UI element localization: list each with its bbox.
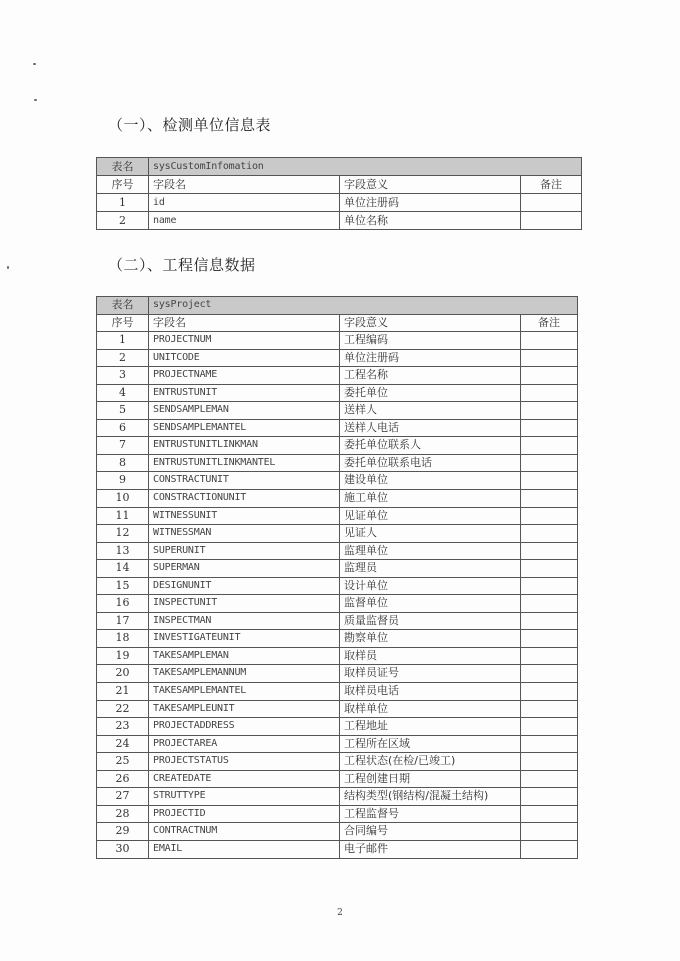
row-seq-cell: 2 [97,349,149,367]
table-row [97,753,578,771]
row-note-cell [521,507,578,525]
row-note-cell [521,612,578,630]
table-row [97,384,578,402]
row-note-cell [521,560,578,578]
row-note-cell [521,770,578,788]
table-body [97,332,578,858]
row-seq-cell: 18 [97,630,149,648]
row-meaning-cell: 取样员电话 [340,683,521,701]
row-field-cell: SUPERMAN [149,560,340,578]
row-meaning-cell: 工程监督号 [340,805,521,823]
row-note-cell [521,194,582,212]
row-seq-cell: 11 [97,507,149,525]
row-field-cell: PROJECTNUM [149,332,340,350]
unit-info-table [96,157,582,230]
row-field-cell: CONSTRACTIONUNIT [149,490,340,508]
row-note-cell [521,437,578,455]
row-field-cell: INSPECTMAN [149,612,340,630]
row-field-cell: PROJECTAREA [149,735,340,753]
row-field-cell: TAKESAMPLEMANTEL [149,683,340,701]
row-seq-cell: 5 [97,402,149,420]
row-seq-cell: 30 [97,840,149,858]
header-meaning: 字段意义 [340,176,521,194]
row-field-cell: TAKESAMPLEMANNUM [149,665,340,683]
row-seq-cell: 8 [97,454,149,472]
header-seq: 序号 [97,314,149,332]
row-seq-cell: 6 [97,419,149,437]
row-seq-cell: 23 [97,718,149,736]
row-seq-cell: 28 [97,805,149,823]
row-seq-cell: 3 [97,367,149,385]
table-name-cell: sysProject [149,297,578,315]
row-note-cell [521,718,578,736]
row-meaning-cell: 工程地址 [340,718,521,736]
header-note: 备注 [521,176,582,194]
row-seq-cell: 9 [97,472,149,490]
row-seq-cell: 16 [97,595,149,613]
table-row [97,349,578,367]
table-row [97,577,578,595]
row-note-cell [521,454,578,472]
row-meaning-cell: 工程创建日期 [340,770,521,788]
row-seq-cell: 20 [97,665,149,683]
table-row [97,700,578,718]
table-body [97,194,582,230]
row-meaning-cell: 工程名称 [340,367,521,385]
table-row [97,490,578,508]
row-note-cell [521,349,578,367]
row-meaning-cell: 见证单位 [340,507,521,525]
row-meaning-cell: 监督单位 [340,595,521,613]
row-note-cell [521,419,578,437]
row-note-cell [521,630,578,648]
row-meaning-cell: 见证人 [340,525,521,543]
row-seq-cell: 26 [97,770,149,788]
row-meaning-cell: 质量监督员 [340,612,521,630]
row-note-cell [521,683,578,701]
row-note-cell [521,384,578,402]
row-seq-cell: 1 [97,332,149,350]
row-meaning-cell: 送样人电话 [340,419,521,437]
row-meaning-cell: 取样单位 [340,700,521,718]
table-label-cell: 表名 [97,158,149,176]
table-row [97,367,578,385]
table-name-row [97,297,578,315]
row-meaning-cell: 取样员证号 [340,665,521,683]
row-meaning-cell: 合同编号 [340,823,521,841]
table-row [97,437,578,455]
table-header-row [97,176,582,194]
row-field-cell: id [149,194,340,212]
row-note-cell [521,577,578,595]
row-seq-cell: 21 [97,683,149,701]
row-field-cell: name [149,212,340,230]
row-meaning-cell: 单位注册码 [340,194,521,212]
row-meaning-cell: 工程所在区域 [340,735,521,753]
row-seq-cell: 15 [97,577,149,595]
project-info-table [96,296,578,859]
row-meaning-cell: 结构类型(钢结构/混凝土结构) [340,788,521,806]
row-field-cell: EMAIL [149,840,340,858]
row-meaning-cell: 建设单位 [340,472,521,490]
table-row [97,770,578,788]
header-field: 字段名 [149,314,340,332]
header-field: 字段名 [149,176,340,194]
row-note-cell [521,472,578,490]
table-row [97,805,578,823]
row-meaning-cell: 取样员 [340,647,521,665]
row-seq-cell: 4 [97,384,149,402]
row-field-cell: CONSTRACTUNIT [149,472,340,490]
row-seq-cell: 12 [97,525,149,543]
table-row [97,525,578,543]
table-row [97,647,578,665]
section-heading: （二）、工程信息数据 [108,256,256,274]
table-row [97,735,578,753]
row-field-cell: TAKESAMPLEUNIT [149,700,340,718]
table-row [97,507,578,525]
row-seq-cell: 14 [97,560,149,578]
row-meaning-cell: 电子邮件 [340,840,521,858]
row-seq-cell: 29 [97,823,149,841]
row-meaning-cell: 工程编码 [340,332,521,350]
row-meaning-cell: 工程状态(在检/已竣工) [340,753,521,771]
table-row [97,472,578,490]
row-field-cell: PROJECTSTATUS [149,753,340,771]
row-note-cell [521,367,578,385]
row-seq-cell: 17 [97,612,149,630]
table-row [97,683,578,701]
row-meaning-cell: 单位注册码 [340,349,521,367]
header-seq: 序号 [97,176,149,194]
table-row [97,823,578,841]
table-row [97,542,578,560]
row-note-cell [521,700,578,718]
row-seq-cell: 2 [97,212,149,230]
table-row [97,612,578,630]
row-field-cell: CREATEDATE [149,770,340,788]
row-meaning-cell: 单位名称 [340,212,521,230]
row-field-cell: SENDSAMPLEMANTEL [149,419,340,437]
row-note-cell [521,753,578,771]
row-note-cell [521,788,578,806]
row-meaning-cell: 委托单位联系人 [340,437,521,455]
table-name-row [97,158,582,176]
table-row [97,665,578,683]
row-meaning-cell: 监理员 [340,560,521,578]
row-field-cell: UNITCODE [149,349,340,367]
row-note-cell [521,332,578,350]
table-row [97,630,578,648]
row-field-cell: WITNESSUNIT [149,507,340,525]
scan-speck [7,266,9,269]
table-row [97,402,578,420]
table-row [97,788,578,806]
row-field-cell: INSPECTUNIT [149,595,340,613]
row-meaning-cell: 勘察单位 [340,630,521,648]
table-header-row [97,314,578,332]
header-meaning: 字段意义 [340,314,521,332]
table-row [97,454,578,472]
row-note-cell [521,840,578,858]
table-row [97,840,578,858]
row-field-cell: WITNESSMAN [149,525,340,543]
row-field-cell: PROJECTADDRESS [149,718,340,736]
table-row [97,560,578,578]
row-field-cell: PROJECTNAME [149,367,340,385]
row-seq-cell: 22 [97,700,149,718]
table-row [97,718,578,736]
row-field-cell: CONTRACTNUM [149,823,340,841]
row-seq-cell: 24 [97,735,149,753]
page-number: 2 [337,908,343,918]
row-meaning-cell: 送样人 [340,402,521,420]
row-field-cell: ENTRUSTUNIT [149,384,340,402]
header-note: 备注 [521,314,578,332]
row-meaning-cell: 委托单位联系电话 [340,454,521,472]
table-row [97,194,582,212]
row-note-cell [521,212,582,230]
row-note-cell [521,542,578,560]
table-row [97,332,578,350]
row-note-cell [521,525,578,543]
row-seq-cell: 27 [97,788,149,806]
row-seq-cell: 19 [97,647,149,665]
row-note-cell [521,647,578,665]
row-meaning-cell: 委托单位 [340,384,521,402]
row-seq-cell: 13 [97,542,149,560]
row-field-cell: INVESTIGATEUNIT [149,630,340,648]
row-meaning-cell: 施工单位 [340,490,521,508]
row-seq-cell: 1 [97,194,149,212]
row-note-cell [521,402,578,420]
row-note-cell [521,490,578,508]
row-field-cell: PROJECTID [149,805,340,823]
row-note-cell [521,823,578,841]
table-row [97,595,578,613]
table-row [97,212,582,230]
row-note-cell [521,595,578,613]
row-seq-cell: 10 [97,490,149,508]
row-meaning-cell: 设计单位 [340,577,521,595]
section-heading: （一）、检测单位信息表 [108,116,272,134]
row-seq-cell: 25 [97,753,149,771]
row-note-cell [521,805,578,823]
scan-speck [34,99,37,101]
row-field-cell: SENDSAMPLEMAN [149,402,340,420]
table-name-cell: sysCustomInfomation [149,158,582,176]
table-row [97,419,578,437]
row-meaning-cell: 监理单位 [340,542,521,560]
row-field-cell: SUPERUNIT [149,542,340,560]
row-note-cell [521,735,578,753]
table-label-cell: 表名 [97,297,149,315]
row-field-cell: ENTRUSTUNITLINKMAN [149,437,340,455]
row-field-cell: DESIGNUNIT [149,577,340,595]
scan-speck [33,63,36,65]
row-field-cell: TAKESAMPLEMAN [149,647,340,665]
row-note-cell [521,665,578,683]
row-seq-cell: 7 [97,437,149,455]
row-field-cell: STRUTTYPE [149,788,340,806]
row-field-cell: ENTRUSTUNITLINKMANTEL [149,454,340,472]
